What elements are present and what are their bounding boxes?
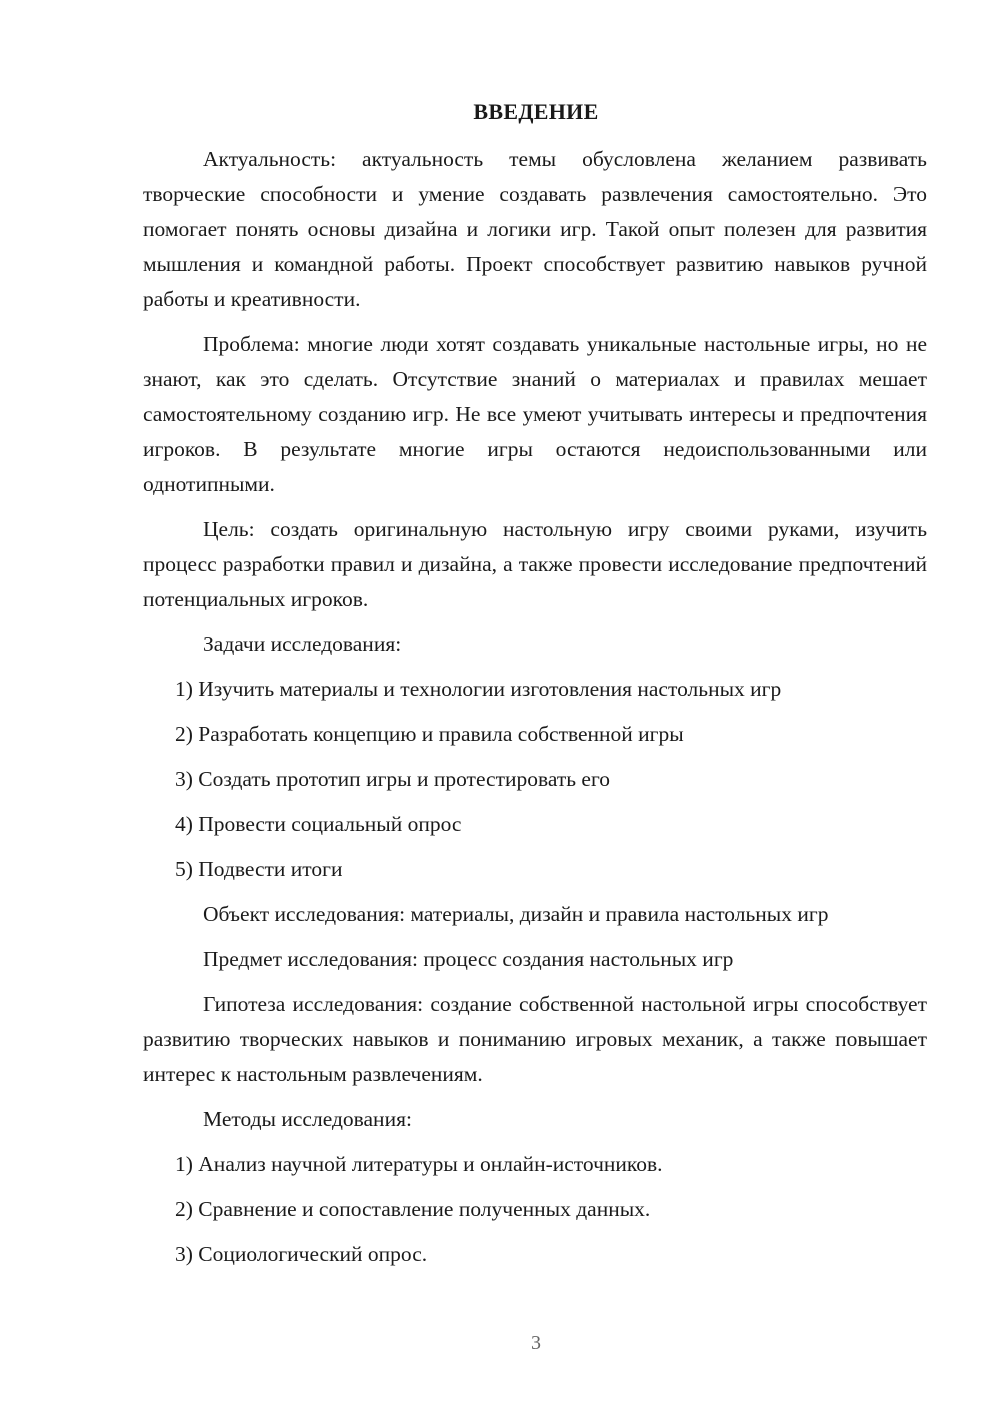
task-item-3: 3) Создать прототип игры и протестировать его: [175, 767, 610, 791]
page-body: [143, 142, 927, 1282]
relevance-paragraph: Актуальность: актуальность темы обусловлена желанием развивать творческие способности и умение создавать развлечения самостоятельно. Это помогает понять основы дизайна и логики игр. Такой опыт полезен для развития мышления и командной работы. Проект способствует развитию навыков ручной работы и креативности.: [143, 147, 927, 311]
subject-paragraph: Предмет исследования: процесс создания настольных игр: [203, 947, 734, 971]
task-item-1: 1) Изучить материалы и технологии изготовления настольных игр: [175, 677, 782, 701]
task-item-5: 5) Подвести итоги: [175, 857, 343, 881]
hypothesis-paragraph: Гипотеза исследования: создание собственной настольной игры способствует развитию творческих навыков и пониманию игровых механик, а также повышает интерес к настольным развлечениям.: [143, 992, 927, 1086]
page-title: ВВЕДЕНИЕ: [473, 99, 599, 124]
method-item-1: 1) Анализ научной литературы и онлайн-источников.: [175, 1152, 663, 1176]
method-item-2: 2) Сравнение и сопоставление полученных данных.: [175, 1197, 651, 1221]
problem-paragraph: Проблема: многие люди хотят создавать уникальные настольные игры, но не знают, как это сделать. Отсутствие знаний о материалах и правилах мешает самостоятельному созданию игр. Не все умеют учитывать интересы и предпочтения игроков. В результате многие игры остаются недоиспользованными или однотипными.: [143, 332, 927, 496]
tasks-heading: Задачи исследования:: [203, 632, 402, 656]
task-item-2: 2) Разработать концепцию и правила собственной игры: [175, 722, 684, 746]
methods-heading: Методы исследования:: [203, 1107, 412, 1131]
page-number: 3: [531, 1332, 541, 1354]
object-paragraph: Объект исследования: материалы, дизайн и правила настольных игр: [203, 902, 829, 926]
task-item-4: 4) Провести социальный опрос: [175, 812, 462, 836]
method-item-3: 3) Социологический опрос.: [175, 1242, 428, 1266]
goal-paragraph: Цель: создать оригинальную настольную игру своими руками, изучить процесс разработки правил и дизайна, а также провести исследование предпочтений потенциальных игроков.: [143, 517, 927, 611]
